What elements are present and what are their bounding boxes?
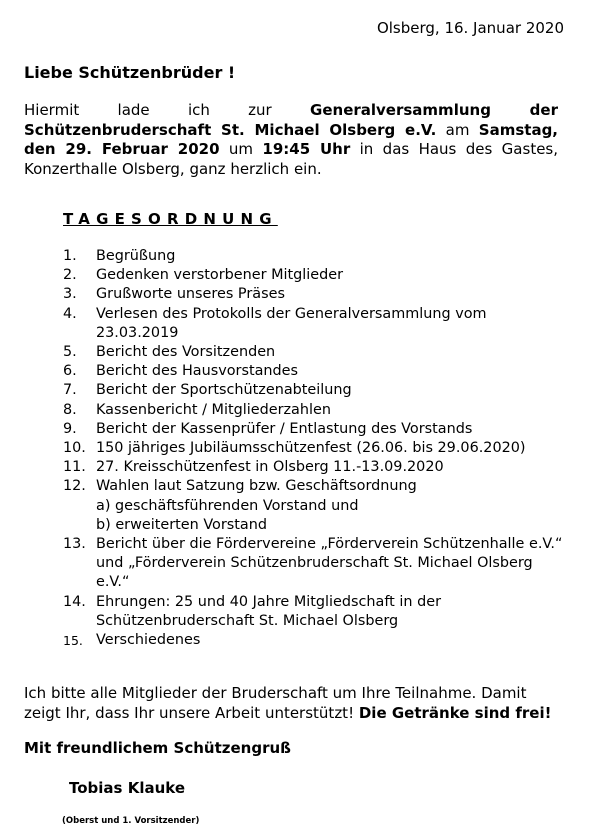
- agenda-item-text: Wahlen laut Satzung bzw. Geschäftsordnung: [96, 478, 417, 495]
- closing-highlight: Die Getränke sind frei!: [358, 703, 552, 722]
- intro-text-3: um: [219, 140, 263, 158]
- intro-event-name: Generalversammlung der Schützenbruderschaft St. Michael Olsberg e.V.: [24, 101, 558, 139]
- salutation: Liebe Schützenbrüder !: [24, 63, 236, 82]
- agenda-subitem-b: b) erweiterten Vorstand: [96, 516, 267, 533]
- agenda-item-text: Begrüßung: [96, 248, 176, 264]
- agenda-item-text: Bericht des Vorsitzenden: [96, 344, 276, 361]
- agenda-item-number: 6.: [63, 363, 77, 380]
- agenda-item: [63, 535, 563, 593]
- agenda-title: TAGESORDNUNG: [63, 210, 278, 228]
- agenda-item-number: 1.: [63, 248, 77, 264]
- agenda-item-text: 150 jähriges Jubiläumsschützenfest (26.06. bis 29.06.2020): [96, 440, 526, 457]
- agenda-item-text: Bericht über die Fördervereine „Förderverein Schützenhalle e.V.“ und „Förderverein Schützenbruderschaft St. Michael Olsberg e.V.“: [96, 536, 563, 591]
- agenda-item: [63, 362, 563, 381]
- agenda-item-text: 27. Kreisschützenfest in Olsberg 11.-13.09.2020: [96, 459, 444, 476]
- agenda-item: [63, 401, 563, 420]
- agenda-item: [63, 420, 563, 439]
- agenda-item: [63, 381, 563, 400]
- agenda-item-number: 12.: [63, 478, 86, 495]
- agenda-item: [63, 631, 563, 650]
- agenda-item-text: Bericht der Sportschützenabteilung: [96, 382, 352, 399]
- agenda-item-text: Grußworte unseres Präses: [96, 286, 285, 303]
- agenda-item: [63, 343, 563, 362]
- agenda-item-number: 15.: [63, 633, 83, 649]
- agenda-item-text: Ehrungen: 25 und 40 Jahre Mitgliedschaft in der Schützenbruderschaft St. Michael Olsberg: [96, 593, 441, 629]
- place-date: Olsberg, 16. Januar 2020: [376, 19, 564, 37]
- agenda-item: [63, 439, 563, 458]
- agenda-item-text: Bericht der Kassenprüfer / Entlastung des Vorstands: [96, 420, 473, 437]
- intro-event-date: Samstag, den 29. Februar 2020: [24, 120, 559, 158]
- greeting: Mit freundlichem Schützengruß: [24, 739, 291, 757]
- agenda-item-text: Verlesen des Protokolls der Generalversammlung vom 23.03.2019: [96, 305, 487, 341]
- agenda-item-number: 8.: [63, 401, 77, 418]
- agenda-item-body: [96, 477, 563, 535]
- agenda-item-text: Kassenbericht / Mitgliederzahlen: [96, 401, 331, 418]
- agenda-subitem-a: a) geschäftsführenden Vorstand und: [96, 497, 359, 514]
- agenda-item-number: 13.: [63, 536, 86, 553]
- closing-paragraph: [24, 684, 564, 723]
- agenda-item: [63, 593, 563, 631]
- signer-name: Tobias Klauke: [69, 779, 186, 797]
- agenda-list: [63, 247, 563, 650]
- agenda-item-number: 7.: [63, 382, 77, 399]
- agenda-item: [63, 266, 563, 285]
- agenda-item-number: 4.: [63, 305, 77, 322]
- agenda-item-number: 11.: [63, 459, 86, 476]
- agenda-item-number: 2.: [63, 267, 77, 284]
- agenda-item-number: 14.: [63, 593, 86, 610]
- agenda-item-number: 5.: [63, 344, 77, 361]
- intro-event-time: 19:45 Uhr: [262, 140, 351, 158]
- agenda-item: [63, 285, 563, 304]
- agenda-item-text: Bericht des Hausvorstandes: [96, 363, 299, 380]
- agenda-item: [63, 458, 563, 477]
- agenda-item: [63, 305, 563, 343]
- agenda-item: [63, 247, 563, 266]
- agenda-item: [63, 477, 563, 535]
- agenda-item-number: 3.: [63, 286, 77, 303]
- intro-text-2: am: [436, 120, 479, 139]
- agenda-item-text: Verschiedenes: [96, 632, 201, 649]
- intro-text-4: in das Haus des Gastes, Konzerthalle Olsberg, ganz herzlich ein.: [24, 140, 559, 178]
- intro-paragraph: [24, 101, 558, 179]
- signer-role: (Oberst und 1. Vorsitzender): [62, 816, 200, 826]
- agenda-item-number: 10.: [63, 440, 86, 457]
- agenda-item-number: 9.: [63, 420, 77, 437]
- agenda-item-text: Gedenken verstorbener Mitglieder: [96, 267, 344, 284]
- intro-text-1: Hiermit lade ich zur: [24, 101, 311, 119]
- closing-text: Ich bitte alle Mitglieder der Bruderschaft um Ihre Teilnahme. Damit zeigt Ihr, dass Ihr unsere Arbeit unterstützt!: [24, 684, 527, 722]
